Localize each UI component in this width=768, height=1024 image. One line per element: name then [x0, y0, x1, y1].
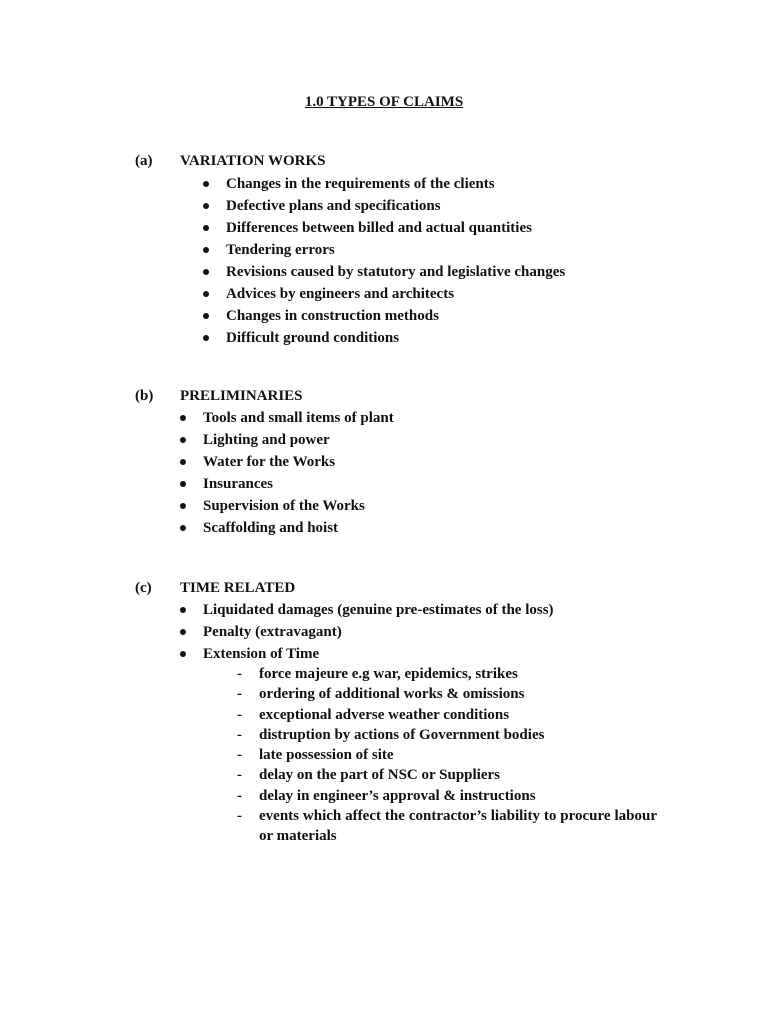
list-item-text: Differences between billed and actual quantities [226, 220, 532, 236]
list-item-text: Penalty (extravagant) [203, 624, 342, 640]
bullet-icon [180, 437, 186, 443]
section-heading: VARIATION WORKS [180, 153, 326, 169]
bullet-icon [180, 525, 186, 531]
list-item [237, 745, 657, 765]
list-item [237, 806, 657, 847]
list-item-text: ordering of additional works & omissions [259, 686, 525, 703]
list-item [237, 684, 657, 704]
bullet-icon [203, 247, 209, 253]
list-item-text: Lighting and power [203, 432, 330, 448]
bullet-icon [180, 481, 186, 487]
bullet-icon [203, 269, 209, 275]
list-item [237, 705, 657, 725]
list-item-text: Tools and small items of plant [203, 410, 394, 426]
list-item [237, 786, 657, 806]
dash-marker: - [237, 808, 242, 825]
list-item-text: Extension of Time [203, 646, 320, 662]
list-item-text: distruption by actions of Government bodies [259, 726, 545, 743]
bullet-icon [180, 629, 186, 635]
list-item-text: Changes in construction methods [226, 308, 439, 324]
list-item-text: Liquidated damages (genuine pre-estimates of the loss) [203, 602, 554, 618]
list-item-text: events which affect the contractor’s liability to procure labour or materials [259, 808, 657, 845]
list-item [237, 725, 657, 745]
dash-marker: - [237, 726, 242, 743]
bullet-icon [203, 203, 209, 209]
list-item-text: Water for the Works [203, 454, 336, 470]
dash-marker: - [237, 666, 242, 682]
list-item [237, 765, 657, 785]
list-item-text: Revisions caused by statutory and legislative changes [226, 264, 566, 280]
list-item-text: Supervision of the Works [203, 498, 365, 514]
section-letter: (a) [135, 153, 153, 169]
section-heading: PRELIMINARIES [180, 388, 303, 404]
list-item-text: Defective plans and specifications [226, 198, 441, 214]
dash-marker: - [237, 767, 242, 784]
bullet-icon [203, 335, 209, 341]
dash-marker: - [237, 686, 242, 703]
extension-of-time-list [237, 664, 657, 847]
list-item-text: Advices by engineers and architects [226, 286, 455, 302]
bullet-icon [203, 291, 209, 297]
bullet-icon [180, 651, 186, 657]
list-item [237, 664, 657, 684]
list-item-text: force majeure e.g war, epidemics, strikes [259, 666, 518, 682]
list-item-text: delay on the part of NSC or Suppliers [259, 767, 500, 784]
bullet-icon [203, 313, 209, 319]
list-item-text: Scaffolding and hoist [203, 520, 339, 536]
list-item-text: exceptional adverse weather conditions [259, 706, 510, 723]
bullet-icon [203, 225, 209, 231]
list-item-text: Tendering errors [226, 242, 335, 258]
list-item-text: Changes in the requirements of the clients [226, 176, 495, 192]
dash-marker: - [237, 706, 242, 723]
section-heading: TIME RELATED [180, 580, 296, 596]
bullet-icon [180, 607, 186, 613]
dash-marker: - [237, 747, 242, 764]
bullet-icon [180, 503, 186, 509]
list-item-text: delay in engineer’s approval & instructions [259, 787, 536, 804]
section-letter: (c) [135, 580, 152, 596]
bullet-icon [180, 459, 186, 465]
bullet-icon [180, 415, 186, 421]
section-letter: (b) [135, 388, 154, 404]
list-item-text: Insurances [203, 476, 274, 492]
bullet-icon [203, 181, 209, 187]
list-item-text: late possession of site [259, 747, 394, 764]
list-item-text: Difficult ground conditions [226, 330, 400, 346]
page-title: 1.0 TYPES OF CLAIMS [304, 94, 464, 110]
dash-marker: - [237, 787, 242, 804]
